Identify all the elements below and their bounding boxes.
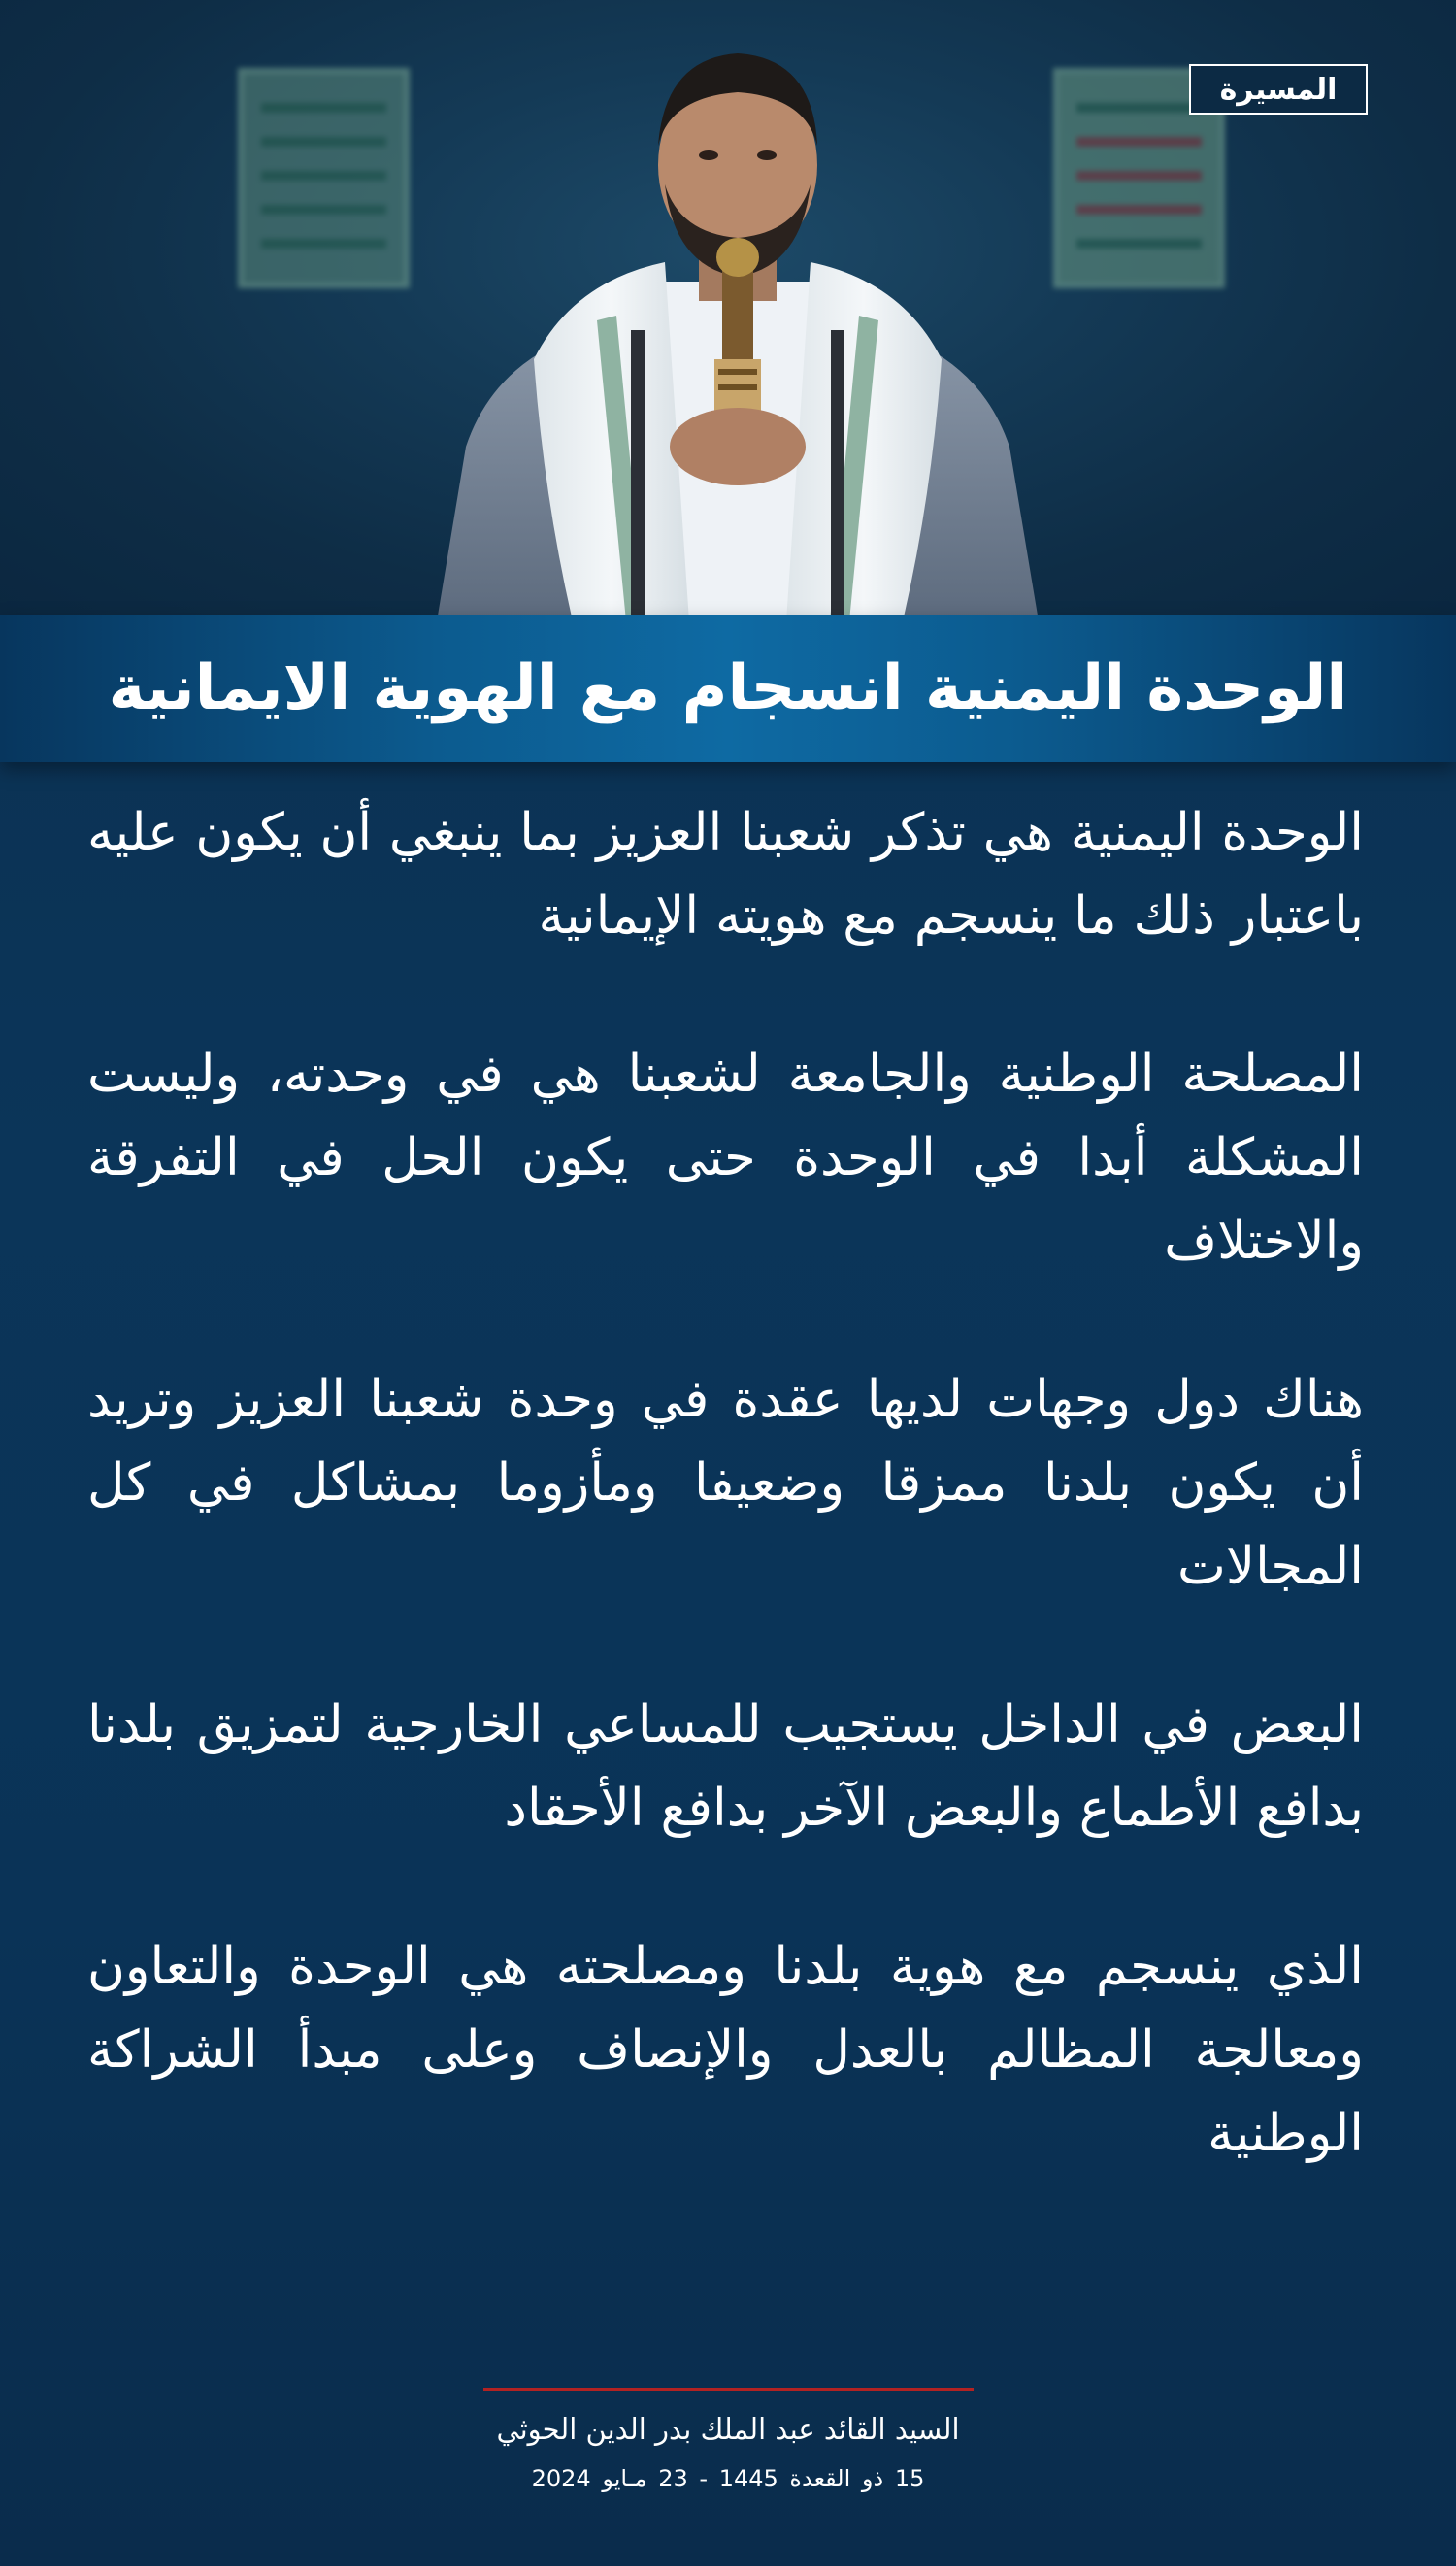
background-banner-left <box>238 68 410 288</box>
quote-1: الوحدة اليمنية هي تذكر شعبنا العزيز بما ينبغي أن يكون عليه باعتبار ذلك ما ينسجم مع هويته الإيمانية <box>87 803 1364 946</box>
brand-logo: المسيرة <box>1189 64 1368 115</box>
page-title: الوحدة اليمنية انسجام مع الهوية الايمانية <box>108 652 1348 724</box>
speech-date: 15 ذو القعدة 1445 - 23 مـايو 2024 <box>531 2465 925 2492</box>
speaker-portrait <box>427 39 1048 617</box>
footer <box>0 2388 1456 2492</box>
quote-4: البعض في الداخل يستجيب للمساعي الخارجية لتمزيق بلدنا بدافع الأطماع والبعض الآخر بدافع الأحقاد <box>87 1695 1364 1838</box>
quote-2: المصلحة الوطنية والجامعة لشعبنا هي في وحدته، وليست المشكلة أبدا في الوحدة حتى يكون الحل في التفرقة والاختلاف <box>87 1045 1364 1271</box>
title-bar <box>0 615 1456 762</box>
quotes-section <box>87 791 1364 2250</box>
quote-3: هناك دول وجهات لديها عقدة في وحدة شعبنا العزيز وتريد أن يكون بلدنا ممزقا وضعيفا ومأزوما بمشاكل في كل المجالات <box>87 1370 1364 1596</box>
quote-5: الذي ينسجم مع هوية بلدنا ومصلحته هي الوحدة والتعاون ومعالجة المظالم بالعدل والإنصاف وعلى مبدأ الشراكة الوطنية <box>87 1937 1364 2163</box>
footer-divider <box>483 2388 974 2391</box>
speaker-name: السيد القائد عبد الملك بدر الدين الحوثي <box>496 2413 960 2446</box>
hero-photo <box>0 0 1456 617</box>
